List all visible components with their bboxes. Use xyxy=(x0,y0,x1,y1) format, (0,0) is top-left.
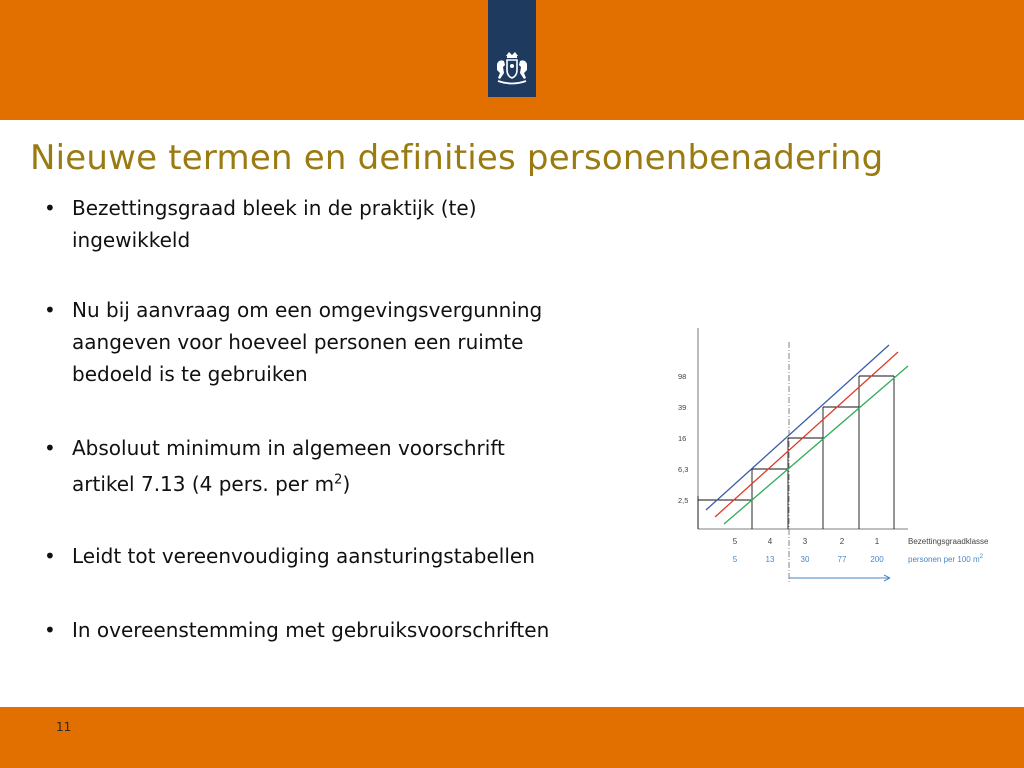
y-tick-label: 16 xyxy=(678,434,687,443)
coat-of-arms-icon xyxy=(492,50,532,86)
persons-label-sup: 2 xyxy=(979,554,983,560)
bullet-text xyxy=(72,614,549,646)
persons-value-label: 77 xyxy=(837,555,847,564)
chart-x-labels xyxy=(733,537,890,581)
series-line xyxy=(724,366,908,524)
bullet-line: aangeven voor hoeveel personen een ruimte xyxy=(72,330,524,354)
bullet-line: Bezettingsgraad bleek in de praktijk (te) xyxy=(72,196,477,220)
bullet-line: Nu bij aanvraag om een omgevingsvergunning xyxy=(72,298,543,322)
y-tick-label: 39 xyxy=(678,403,687,412)
class-label: 2 xyxy=(839,537,845,546)
y-tick-label: 6,3 xyxy=(678,465,689,474)
persons-axis-label xyxy=(908,554,984,564)
y-tick-label: 2,5 xyxy=(678,496,689,505)
persons-value-label: 13 xyxy=(765,555,775,564)
bullet-text xyxy=(72,294,542,390)
persons-value-label: 5 xyxy=(732,555,738,564)
x-axis-label: Bezettingsgraadklasse xyxy=(908,537,989,546)
bullet-symbol: • xyxy=(44,618,56,642)
bullet-symbol: • xyxy=(44,544,56,568)
class-label: 5 xyxy=(732,537,738,546)
bullet-line: artikel 7.13 (4 pers. per m xyxy=(72,472,335,496)
bullet-line: bedoeld is te gebruiken xyxy=(72,362,308,386)
bullet-symbol: • xyxy=(44,298,56,322)
chart-series-lines xyxy=(706,345,908,524)
class-label: 3 xyxy=(802,537,808,546)
class-label: 4 xyxy=(767,537,773,546)
superscript: 2 xyxy=(334,472,343,488)
persons-value-label: 30 xyxy=(800,555,810,564)
y-tick-label: 98 xyxy=(678,372,687,381)
chart-y-tick-labels xyxy=(678,372,688,505)
occupancy-chart xyxy=(672,322,1000,590)
bullet-suffix: ) xyxy=(342,472,351,496)
series-line xyxy=(715,352,898,517)
bullet-text xyxy=(72,192,477,256)
bottom-footer-bar xyxy=(0,707,1024,768)
page-number: 11 xyxy=(56,720,72,734)
logo-block xyxy=(488,0,536,97)
bullet-text xyxy=(72,430,505,502)
bullet-line: Absoluut minimum in algemeen voorschrift xyxy=(72,436,505,460)
class-label: 1 xyxy=(874,537,880,546)
bullet-line: Leidt tot vereenvoudiging aansturingstabellen xyxy=(72,544,535,568)
bullet-symbol: • xyxy=(44,196,56,220)
bullet-line: ingewikkeld xyxy=(72,228,191,252)
bullet-symbol: • xyxy=(44,436,56,460)
persons-label-text: personen per 100 m xyxy=(908,555,980,564)
persons-value-label: 200 xyxy=(870,555,884,564)
bullet-line: In overeenstemming met gebruiksvoorschriften xyxy=(72,618,550,642)
bullet-text xyxy=(72,540,535,572)
slide-title: Nieuwe termen en definities personenbenadering xyxy=(30,138,884,178)
series-line xyxy=(706,345,889,510)
